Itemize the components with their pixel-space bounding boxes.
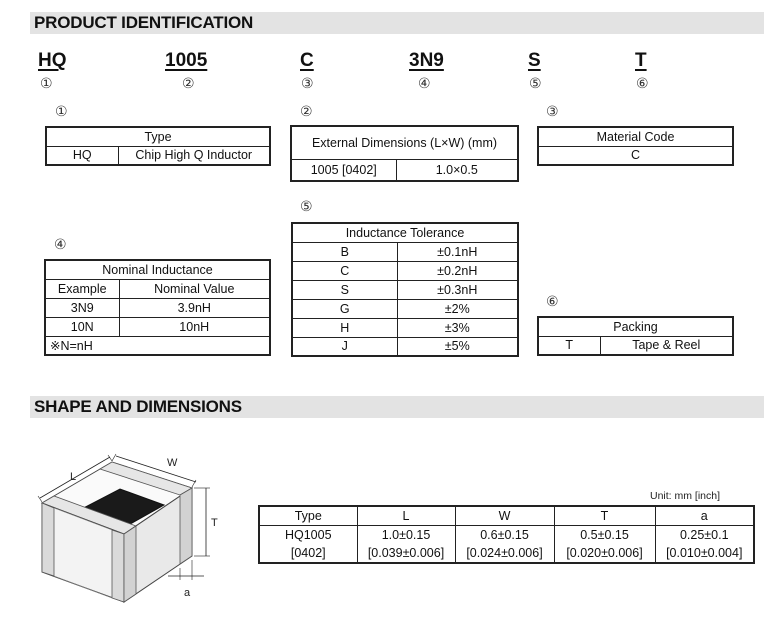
table-cell: HQ [46, 146, 118, 165]
unit-note: Unit: mm [inch] [650, 490, 721, 502]
table-cell: HQ1005 [259, 525, 357, 544]
table-cell: C [292, 261, 397, 280]
column-header: Type [259, 506, 357, 525]
column-header: a [655, 506, 754, 525]
table-cell: 1.0±0.15 [357, 525, 455, 544]
section-header-shape [30, 396, 764, 418]
table-cell: ±0.1nH [397, 242, 518, 261]
code-number: ③ [301, 76, 314, 92]
chip-diagram [20, 440, 235, 626]
table-cell: 10nH [119, 317, 270, 336]
table-cell: 10N [45, 317, 119, 336]
code-segment-inductance: 3N9 [409, 50, 444, 71]
table-cell: Chip High Q Inductor [118, 146, 270, 165]
code-number: ④ [418, 76, 431, 92]
table-cell: T [538, 336, 600, 355]
code-segment-type: HQ [38, 50, 67, 71]
nominal-inductance-table [44, 259, 271, 356]
material-code-table [537, 126, 734, 166]
table-cell: [0.039±0.006] [357, 544, 455, 563]
table-header: External Dimensions (L×W) (mm) [291, 126, 518, 159]
table-cell: ±3% [397, 318, 518, 337]
table-number: ⑥ [546, 294, 559, 310]
section-title: SHAPE AND DIMENSIONS [34, 397, 242, 416]
type-table [45, 126, 271, 166]
table-cell: 0.6±0.15 [455, 525, 554, 544]
column-header: L [357, 506, 455, 525]
table-cell: ±0.3nH [397, 280, 518, 299]
table-cell: ±5% [397, 337, 518, 356]
dimensions-table [258, 505, 755, 564]
table-cell: 1.0×0.5 [396, 159, 518, 181]
code-number: ⑤ [529, 76, 542, 92]
table-cell: ±2% [397, 299, 518, 318]
table-cell: G [292, 299, 397, 318]
code-number: ① [40, 76, 53, 92]
table-cell: [0.020±0.006] [554, 544, 655, 563]
table-number: ② [300, 104, 313, 120]
table-header: Packing [538, 317, 733, 336]
table-number: ⑤ [300, 199, 313, 215]
column-header: W [455, 506, 554, 525]
table-cell: 3N9 [45, 298, 119, 317]
dimension-label-t: T [211, 517, 218, 529]
table-cell: Tape & Reel [600, 336, 733, 355]
dimension-label-w: W [167, 457, 178, 469]
table-number: ③ [546, 104, 559, 120]
section-title: PRODUCT IDENTIFICATION [34, 13, 254, 32]
table-header: Type [46, 127, 270, 146]
table-cell: ±0.2nH [397, 261, 518, 280]
table-cell: B [292, 242, 397, 261]
code-segment-material: C [300, 50, 314, 71]
table-cell: [0.010±0.004] [655, 544, 754, 563]
dimension-label-a: a [184, 587, 191, 599]
table-cell: [0.024±0.006] [455, 544, 554, 563]
table-note: ※N=nH [45, 336, 270, 355]
table-cell: C [538, 146, 733, 165]
table-header: Material Code [538, 127, 733, 146]
code-number: ⑥ [636, 76, 649, 92]
table-header: Nominal Inductance [45, 260, 270, 279]
code-number: ② [182, 76, 195, 92]
dimension-label-l: L [70, 471, 77, 483]
packing-table [537, 316, 734, 356]
table-cell: 0.5±0.15 [554, 525, 655, 544]
table-number: ① [55, 104, 68, 120]
column-header: Nominal Value [119, 279, 270, 298]
table-header: Inductance Tolerance [292, 223, 518, 242]
table-cell: 1005 [0402] [291, 159, 396, 181]
column-header: Example [45, 279, 119, 298]
table-cell: 0.25±0.1 [655, 525, 754, 544]
column-header: T [554, 506, 655, 525]
table-cell: [0402] [259, 544, 357, 563]
code-segment-dimensions: 1005 [165, 50, 208, 71]
code-segment-tolerance: S [528, 50, 541, 71]
table-cell: J [292, 337, 397, 356]
dimension-code-table [290, 125, 519, 182]
code-segment-packing: T [635, 50, 647, 71]
table-cell: H [292, 318, 397, 337]
table-cell: 3.9nH [119, 298, 270, 317]
table-cell: S [292, 280, 397, 299]
inductance-tolerance-table [291, 222, 519, 357]
section-header-identification [30, 12, 764, 34]
table-number: ④ [54, 237, 67, 253]
